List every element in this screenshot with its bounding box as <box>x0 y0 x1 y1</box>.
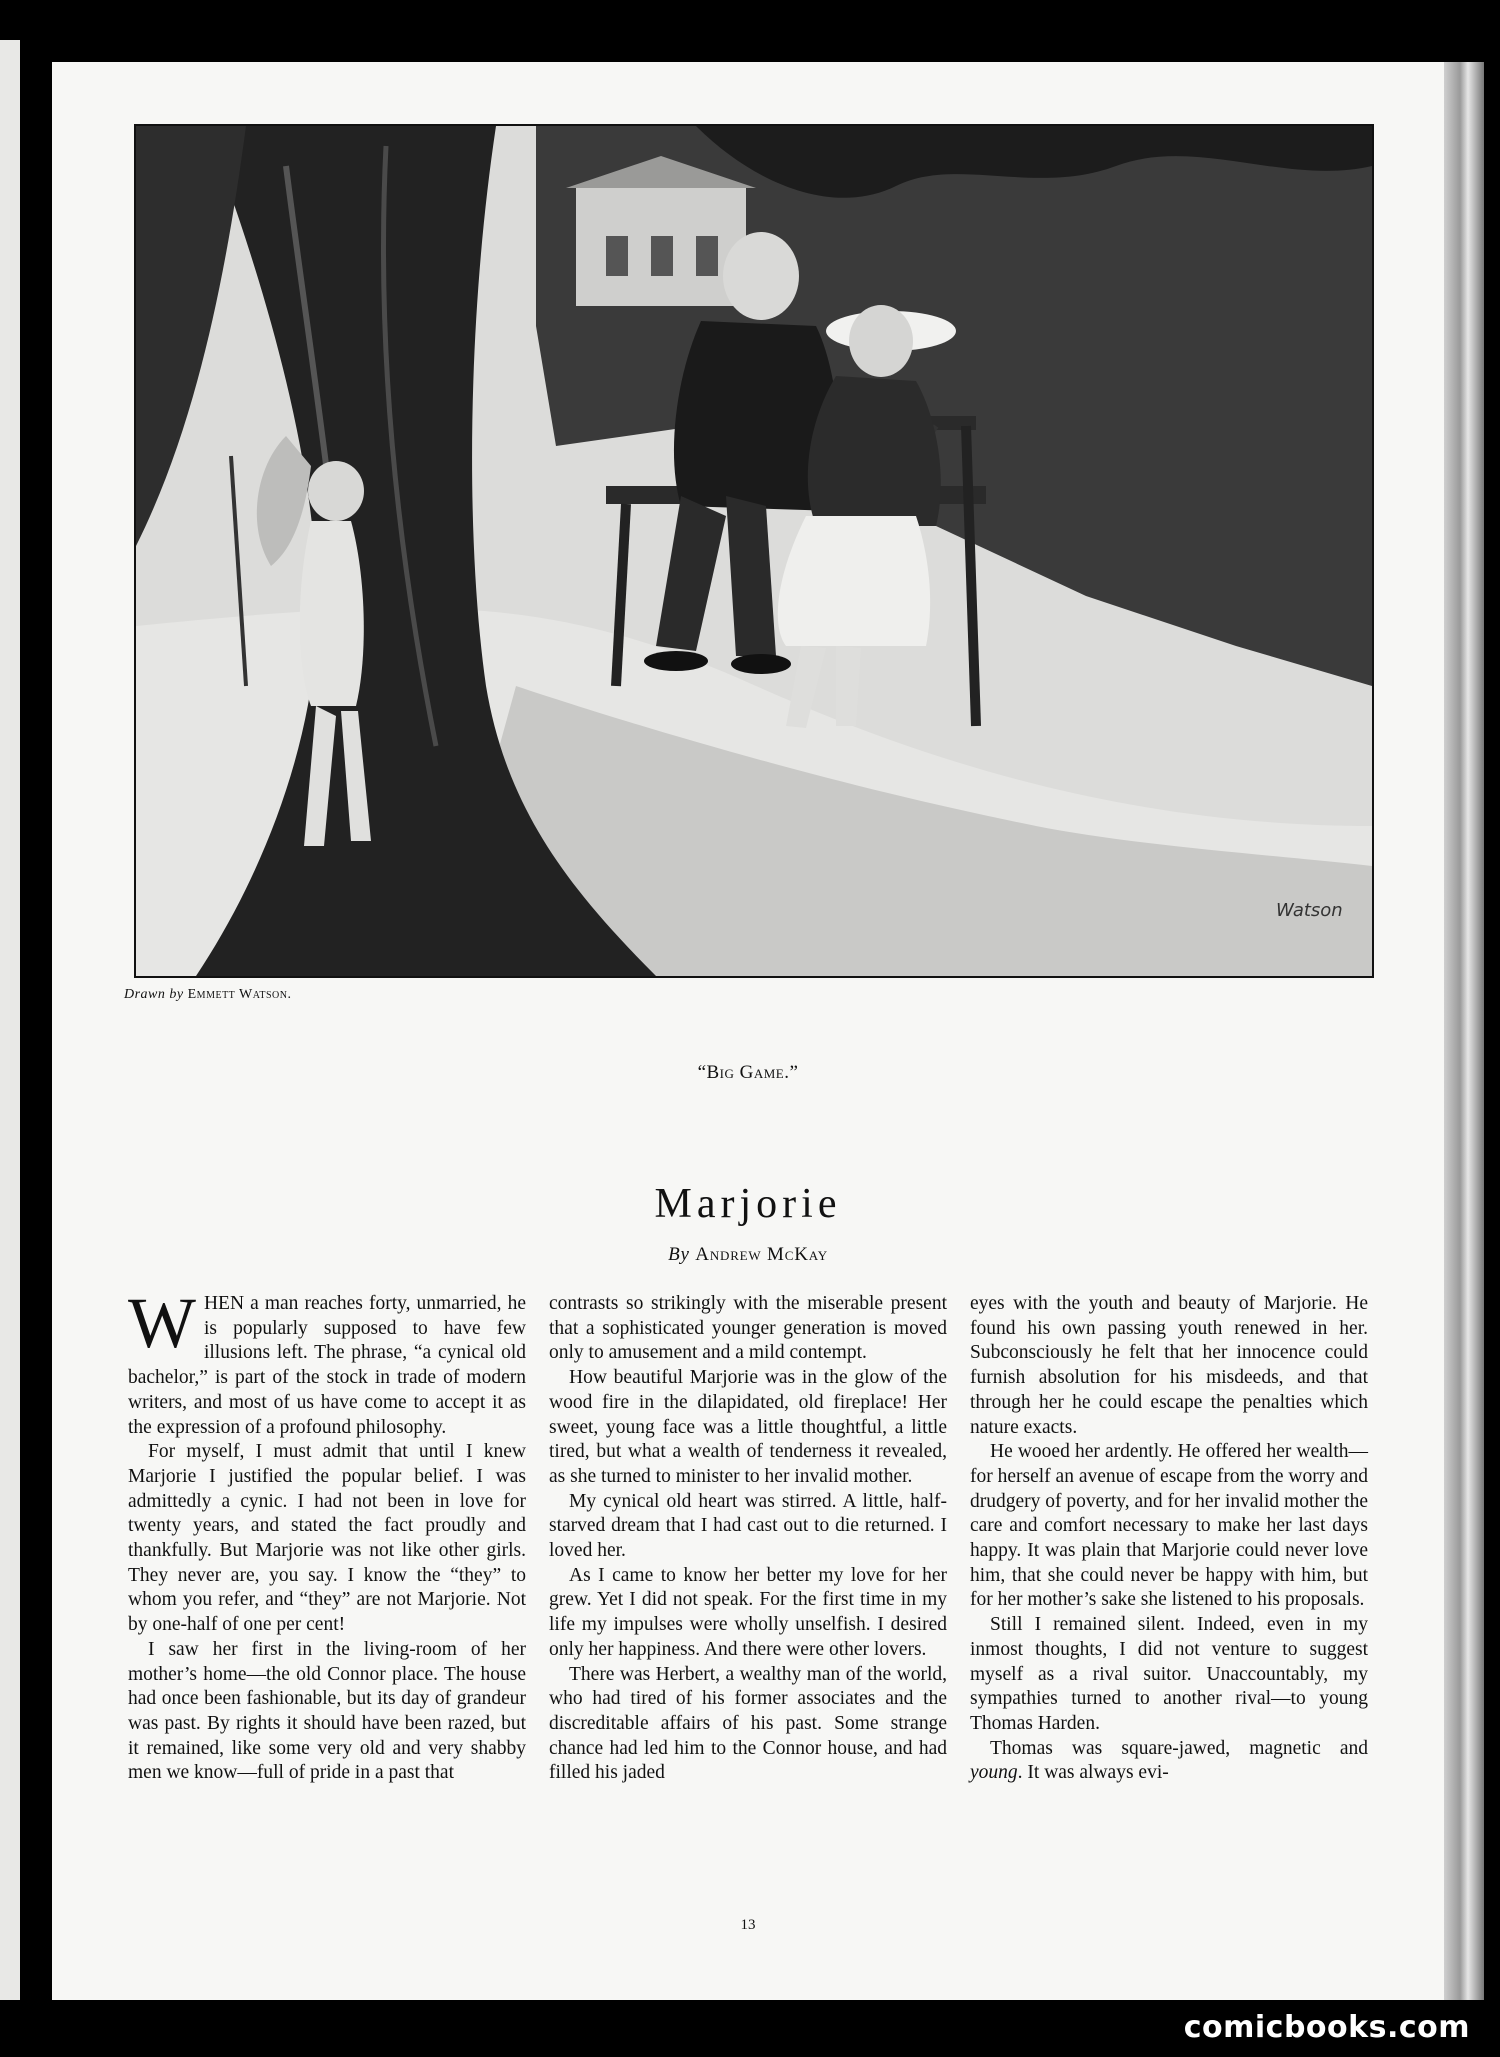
paragraph: He wooed her ardently. He offered her wealth—for herself an avenue of escape from the worry and drudgery of poverty, and for her invalid mother the care and comfort necessary to make her last days happy. It was plain that Marjorie could never love him, that she could never be happy with him, but for her mother’s sake she listened to his proposals. <box>970 1441 1368 1611</box>
paragraph: How beautiful Marjorie was in the glow of the wood fire in the dilapidated, old fireplace! Her sweet, young face was a little thoughtful, a little tired, but what a wealth of tenderness it revealed, as she turned to minister to her invalid mother. <box>549 1367 947 1487</box>
magazine-page <box>52 62 1444 2000</box>
page-number: 13 <box>740 1917 756 1933</box>
paragraph <box>128 1283 526 1440</box>
paragraph: I saw her first in the living-room of her mother’s home—the old Connor place. The house had once been fashionable, but its day of grandeur was past. By rights it should have been razed, but it remained, like some very old and very shabby men we know—full of pride in a past that <box>128 1638 526 1784</box>
paragraph: My cynical old heart was stirred. A little, half-starved dream that I had cast out to die returned. I loved her. <box>549 1490 947 1562</box>
byline-author: Andrew McKay <box>695 1244 828 1265</box>
paragraph: There was Herbert, a wealthy man of the world, who had tired of his former associates and the discreditable affairs of his past. Some strange chance had led him to the Connor house, and had filled his jaded <box>549 1663 947 1784</box>
byline-by: By <box>668 1244 690 1265</box>
paragraph: eyes with the youth and beauty of Marjorie. He found his own passing youth renewed in her. Subconsciously he felt that her innocence could furnish absolution for his misdeeds, and that through her he could escape the penalties which nature exacts. <box>970 1293 1368 1438</box>
credit-prefix: Drawn by <box>124 987 184 1002</box>
facing-page-edge <box>0 40 20 2000</box>
paragraph <box>970 1737 1368 1786</box>
story-title: Marjorie <box>654 1181 842 1227</box>
story-illustration <box>134 124 1374 978</box>
paragraph: For myself, I must admit that until I knew Marjorie I justified the popular belief. I was admittedly a cynic. I had not been in love for twenty years, and stated the fact proudly and thankfully. But Marjorie was not like other girls. They never are, you say. I know the “they” to whom you refer, and “they” are not Marjorie. Not by one-half of one per cent! <box>128 1441 526 1636</box>
illustration-caption: “Big Game.” <box>697 1062 799 1083</box>
paragraph: As I came to know her better my love for her grew. Yet I did not speak. For the first time in my life my impulses were wholly unselfish. I desired only her happiness. And there were other lovers. <box>549 1564 947 1660</box>
text-column-2 <box>549 1292 947 1786</box>
paragraph: contrasts so strikingly with the miserable present that a sophisticated younger generation is moved only to amusement and a mild contempt. <box>549 1293 947 1364</box>
credit-artist: Emmett Watson. <box>187 987 292 1002</box>
paragraph-text: Thomas was square-jawed, magnetic and <box>990 1737 1368 1759</box>
story-byline <box>52 1244 1444 1266</box>
emphasis: young <box>970 1762 1018 1784</box>
watermark: comicbooks.com <box>1183 2010 1470 2045</box>
paragraph-text: . It was always evi- <box>1017 1762 1169 1784</box>
text-column-3 <box>970 1292 1368 1786</box>
paragraph: Still I remained silent. Indeed, even in my inmost thoughts, I did not venture to suggest myself as a rival suitor. Unaccountably, my sympathies turned to another rival—to young Thomas Harden. <box>970 1614 1368 1734</box>
illustration-credit <box>124 987 291 1003</box>
page-stack-edge <box>1444 62 1484 2000</box>
illustration-drawing <box>136 126 1372 976</box>
drop-cap: W <box>128 1283 196 1363</box>
text-column-1 <box>128 1283 526 1786</box>
paragraph-text: HEN a man reaches forty, unmarried, he is popularly supposed to have few illusions left. The phrase, “a cynical old bachelor,” is part of the stock in trade of modern writers, and most of us have come to accept it as the expression of a profound philosophy. <box>128 1293 526 1438</box>
svg-text:Watson: Watson <box>1276 900 1343 921</box>
